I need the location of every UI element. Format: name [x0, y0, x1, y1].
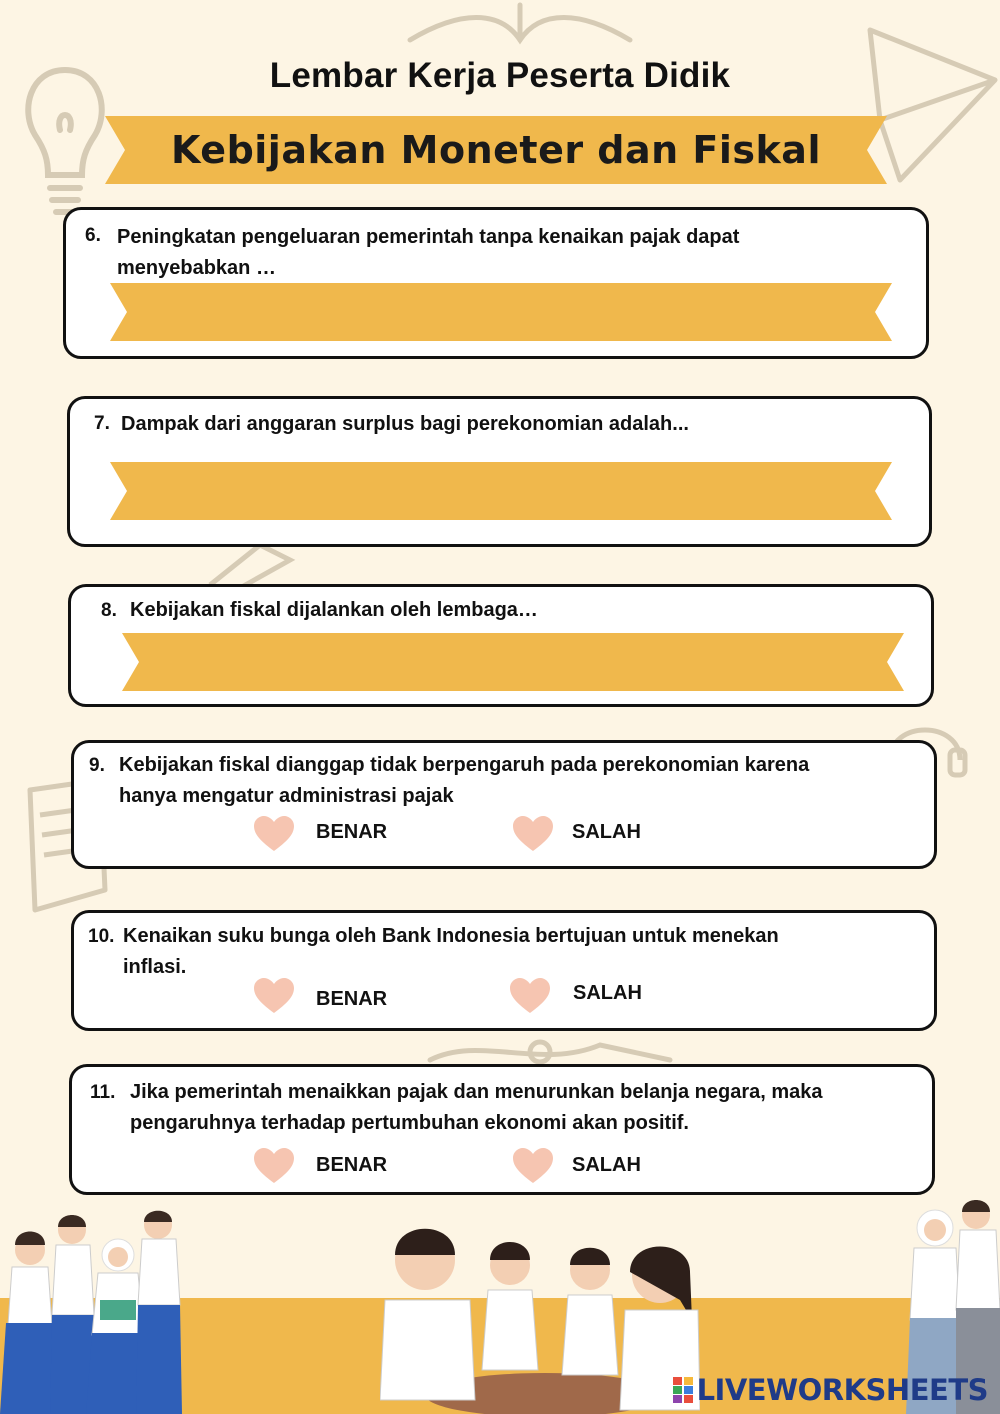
question-text [130, 1077, 920, 1139]
question-text-line: Dampak dari anggaran surplus bagi perekonomian adalah... [121, 413, 689, 435]
heart-icon-salah[interactable] [513, 1148, 553, 1184]
liveworksheets-brand[interactable] [673, 1372, 988, 1408]
question-number: 7. [94, 413, 110, 434]
question-text-line: Jika pemerintah menaikkan pajak dan menurunkan belanja negara, maka [130, 1081, 823, 1103]
question-number: 8. [101, 600, 117, 621]
question-number: 11. [90, 1082, 116, 1103]
question-number: 9. [89, 755, 105, 776]
option-benar[interactable]: BENAR [316, 821, 388, 843]
page-title: Lembar Kerja Peserta Didik [269, 56, 731, 95]
question-text-line: hanya mengatur administrasi pajak [119, 785, 454, 807]
question-text-line: Kebijakan fiskal dijalankan oleh lembaga… [130, 599, 538, 621]
brand-name: LIVEWORKSHEETS [696, 1373, 988, 1407]
option-benar[interactable]: BENAR [316, 1154, 388, 1176]
liveworksheets-logo-icon [673, 1377, 693, 1403]
question-text [123, 921, 913, 983]
question-text-line: Kebijakan fiskal dianggap tidak berpengaruh pada perekonomian karena [119, 754, 810, 776]
question-text [121, 409, 911, 440]
option-salah[interactable]: SALAH [573, 982, 642, 1004]
worksheet-topic-title: Kebijakan Moneter dan Fiskal [171, 128, 821, 172]
answer-field[interactable] [110, 283, 892, 341]
question-text-line: menyebabkan … [117, 257, 276, 279]
question-text-line: inflasi. [123, 956, 187, 978]
option-benar[interactable]: BENAR [316, 988, 388, 1010]
question-number: 6. [85, 225, 101, 246]
question-number: 10. [88, 926, 115, 947]
question-text-line: Kenaikan suku bunga oleh Bank Indonesia bertujuan untuk menekan [123, 925, 779, 947]
question-text [119, 750, 919, 812]
question-text [117, 222, 917, 284]
question-text-line: Peningkatan pengeluaran pemerintah tanpa kenaikan pajak dapat [117, 226, 740, 248]
heart-icon-benar[interactable] [254, 816, 294, 852]
book-doodle-icon [400, 0, 640, 60]
answer-field[interactable] [110, 462, 892, 520]
option-salah[interactable]: SALAH [572, 821, 641, 843]
students-discussion-illustration [380, 1210, 700, 1414]
telescope-doodle-icon [200, 540, 300, 590]
heart-icon-benar[interactable] [254, 978, 294, 1014]
heart-icon-salah[interactable] [513, 816, 553, 852]
heart-icon-salah[interactable] [510, 978, 550, 1014]
students-group-left-illustration [0, 1205, 200, 1414]
question-text-line: pengaruhnya terhadap pertumbuhan ekonomi akan positif. [130, 1112, 689, 1134]
question-text [130, 595, 920, 626]
option-salah[interactable]: SALAH [572, 1154, 641, 1176]
heart-icon-benar[interactable] [254, 1148, 294, 1184]
answer-field[interactable] [122, 633, 904, 691]
